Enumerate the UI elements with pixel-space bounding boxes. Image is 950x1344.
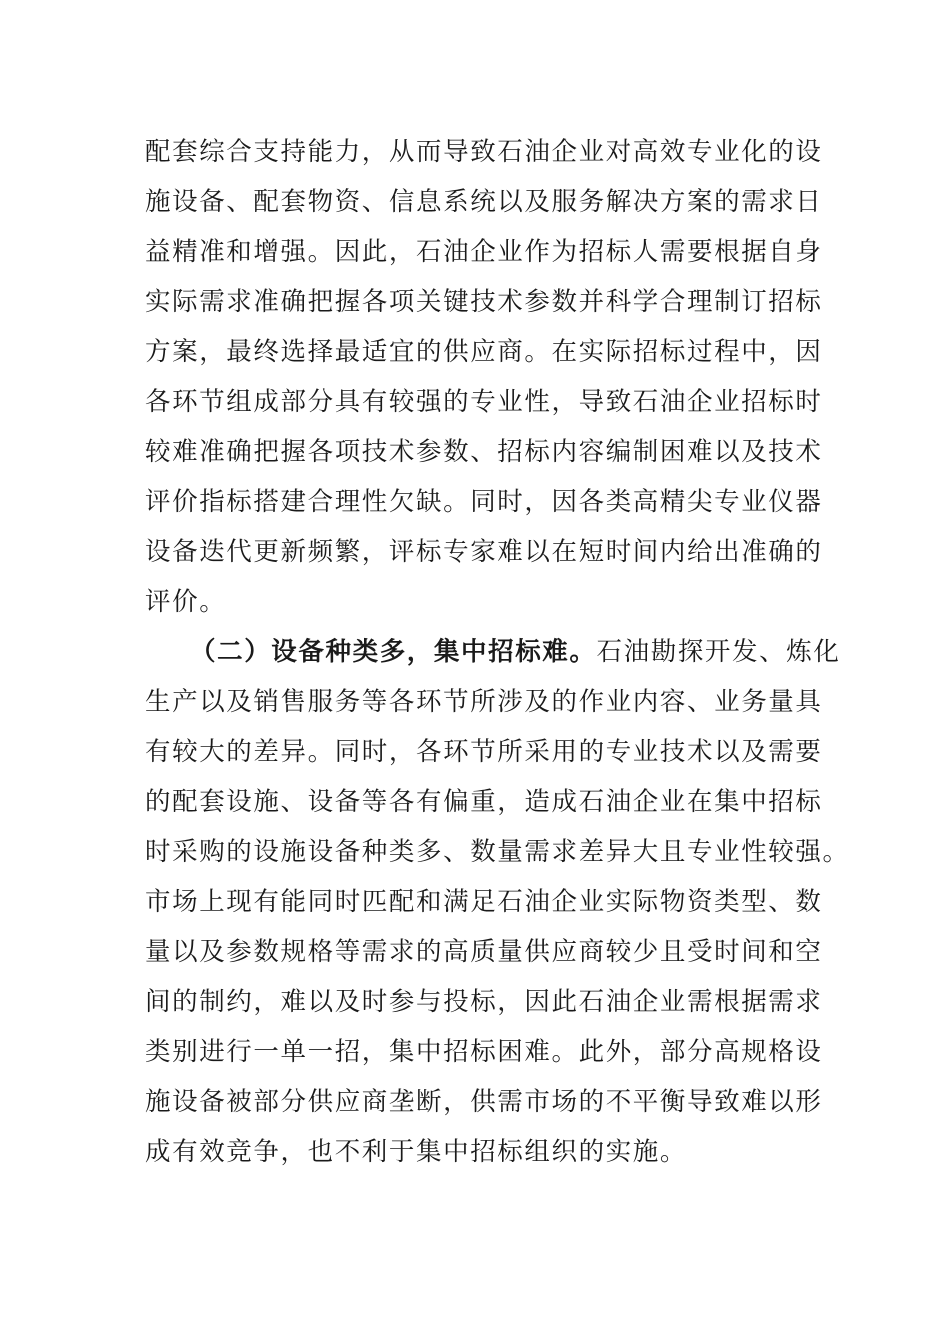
paragraph-2-line-4: 的配套设施、设备等各有偏重，造成石油企业在集中招标 <box>145 787 823 817</box>
paragraph-2-line-3: 有较大的差异。同时，各环节所采用的专业技术以及需要 <box>145 737 823 767</box>
paragraph-2-line-10: 施设备被部分供应商垄断，供需市场的不平衡导致难以形 <box>145 1087 823 1117</box>
paragraph-1-line-9: 设备迭代更新频繁，评标专家难以在短时间内给出准确的 <box>145 537 823 567</box>
paragraph-2-line-8: 间的制约，难以及时参与投标，因此石油企业需根据需求 <box>145 987 823 1017</box>
paragraph-2-line-1 <box>190 627 840 677</box>
paragraph-2-line-1-text: 石油勘探开发、炼化 <box>596 637 841 667</box>
paragraph-2-line-7: 量以及参数规格等需求的高质量供应商较少且受时间和空 <box>145 937 823 967</box>
paragraph-1-line-7: 较难准确把握各项技术参数、招标内容编制困难以及技术 <box>145 437 823 467</box>
section-heading: （二）设备种类多，集中招标难。 <box>190 637 597 667</box>
paragraph-2-line-9: 类别进行一单一招，集中招标困难。此外，部分高规格设 <box>145 1037 823 1067</box>
paragraph-1-line-6: 各环节组成部分具有较强的专业性，导致石油企业招标时 <box>145 387 823 417</box>
paragraph-1-line-2: 施设备、配套物资、信息系统以及服务解决方案的需求日 <box>145 187 823 217</box>
paragraph-1-line-5: 方案，最终选择最适宜的供应商。在实际招标过程中，因 <box>145 337 823 367</box>
paragraph-1-line-1: 配套综合支持能力，从而导致石油企业对高效专业化的设 <box>145 137 823 167</box>
paragraph-1-line-4: 实际需求准确把握各项关键技术参数并科学合理制订招标 <box>145 287 823 317</box>
paragraph-1-line-8: 评价指标搭建合理性欠缺。同时，因各类高精尖专业仪器 <box>145 487 823 517</box>
paragraph-1-line-10: 评价。 <box>145 587 227 617</box>
paragraph-2-line-5: 时采购的设施设备种类多、数量需求差异大且专业性较强。 <box>145 837 850 867</box>
paragraph-2-line-11: 成有效竞争，也不利于集中招标组织的实施。 <box>145 1137 688 1167</box>
paragraph-2-line-2: 生产以及销售服务等各环节所涉及的作业内容、业务量具 <box>145 687 823 717</box>
paragraph-2-line-6: 市场上现有能同时匹配和满足石油企业实际物资类型、数 <box>145 887 823 917</box>
paragraph-1-line-3: 益精准和增强。因此，石油企业作为招标人需要根据自身 <box>145 237 823 267</box>
